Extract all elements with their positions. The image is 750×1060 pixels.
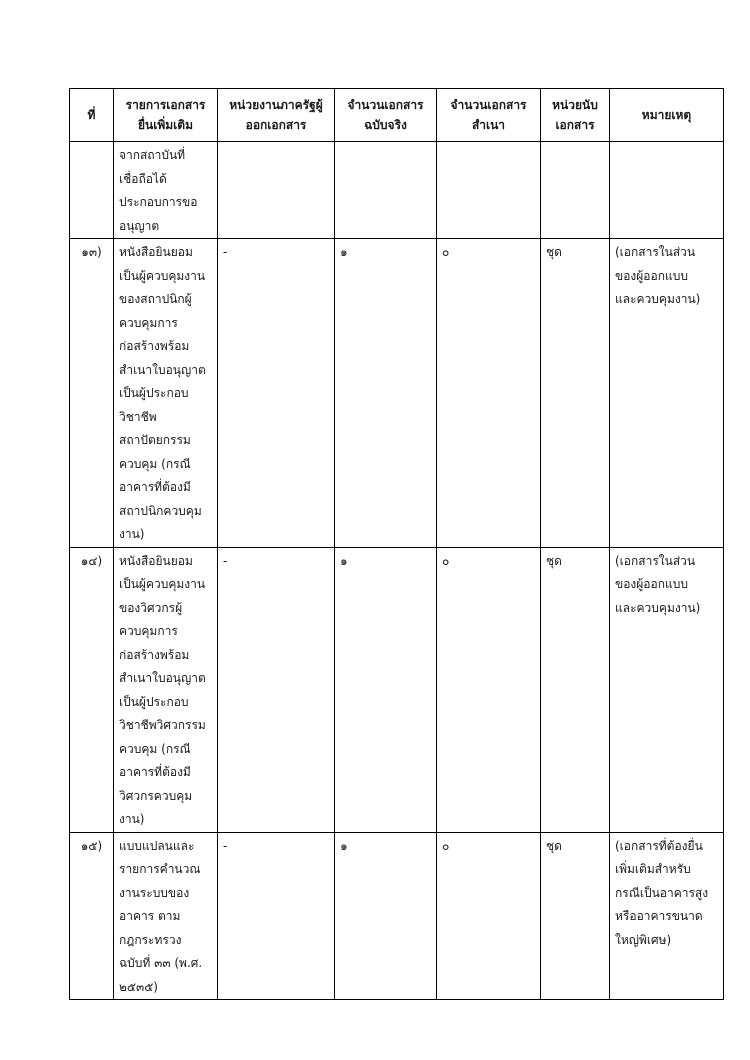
row-note: [610, 142, 724, 239]
row-original: ๑: [335, 547, 437, 832]
table-row: [70, 547, 724, 832]
row-copy: [437, 142, 541, 239]
table-row: [70, 142, 724, 239]
row-original: ๑: [335, 832, 437, 1000]
row-unit: [541, 142, 610, 239]
table-row: [70, 239, 724, 548]
header-row: [70, 89, 724, 142]
row-item: หนังสือยินยอม เป็นผู้ควบคุมงาน ของสถาปนิกผู้ ควบคุมการ ก่อสร้างพร้อม สำเนาใบอนุญาต เป็นผู้ประกอบ วิชาชีพ สถาปัตยกรรม ควบคุม (กรณี อาคารที่ต้องมี สถาปนิกควบคุม งาน): [114, 239, 218, 548]
row-copy: ๐: [437, 547, 541, 832]
header-unit: หน่วยนับ เอกสาร: [541, 89, 610, 142]
table-row: [70, 832, 724, 1000]
row-agency: -: [218, 547, 335, 832]
row-no: ๑๓): [70, 239, 114, 548]
row-no: ๑๕): [70, 832, 114, 1000]
row-original: ๑: [335, 239, 437, 548]
row-no: ๑๔): [70, 547, 114, 832]
row-item: หนังสือยินยอม เป็นผู้ควบคุมงาน ของวิศวกรผู้ ควบคุมการ ก่อสร้างพร้อม สำเนาใบอนุญาต เป็นผู้ประกอบ วิชาชีพวิศวกรรม ควบคุม (กรณี อาคารที่ต้องมี วิศวกรควบคุม งาน): [114, 547, 218, 832]
row-item: จากสถาบันที่ เชื่อถือได้ ประกอบการขอ อนุญาต: [114, 142, 218, 239]
header-agency: หน่วยงานภาครัฐผู้ ออกเอกสาร: [218, 89, 335, 142]
row-original: [335, 142, 437, 239]
row-unit: ชุด: [541, 239, 610, 548]
row-note: (เอกสารที่ต้องยื่น เพิ่มเติมสำหรับ กรณีเป็นอาคารสูง หรืออาคารขนาด ใหญ่พิเศษ): [610, 832, 724, 1000]
row-unit: ชุด: [541, 547, 610, 832]
row-copy: ๐: [437, 239, 541, 548]
row-note: (เอกสารในส่วน ของผู้ออกแบบ และควบคุมงาน): [610, 239, 724, 548]
row-copy: ๐: [437, 832, 541, 1000]
header-note: หมายเหตุ: [610, 89, 724, 142]
row-note: (เอกสารในส่วน ของผู้ออกแบบ และควบคุมงาน): [610, 547, 724, 832]
header-copy: จำนวนเอกสาร สำเนา: [437, 89, 541, 142]
header-no: ที่: [70, 89, 114, 142]
documents-table: [69, 88, 724, 1000]
header-original: จำนวนเอกสาร ฉบับจริง: [335, 89, 437, 142]
row-agency: -: [218, 239, 335, 548]
row-item: แบบแปลนและ รายการคำนวณ งานระบบของ อาคาร ตาม กฎกระทรวง ฉบับที่ ๓๓ (พ.ศ. ๒๕๓๕): [114, 832, 218, 1000]
header-item: รายการเอกสาร ยื่นเพิ่มเติม: [114, 89, 218, 142]
row-no: [70, 142, 114, 239]
row-agency: -: [218, 832, 335, 1000]
row-unit: ชุด: [541, 832, 610, 1000]
row-agency: [218, 142, 335, 239]
